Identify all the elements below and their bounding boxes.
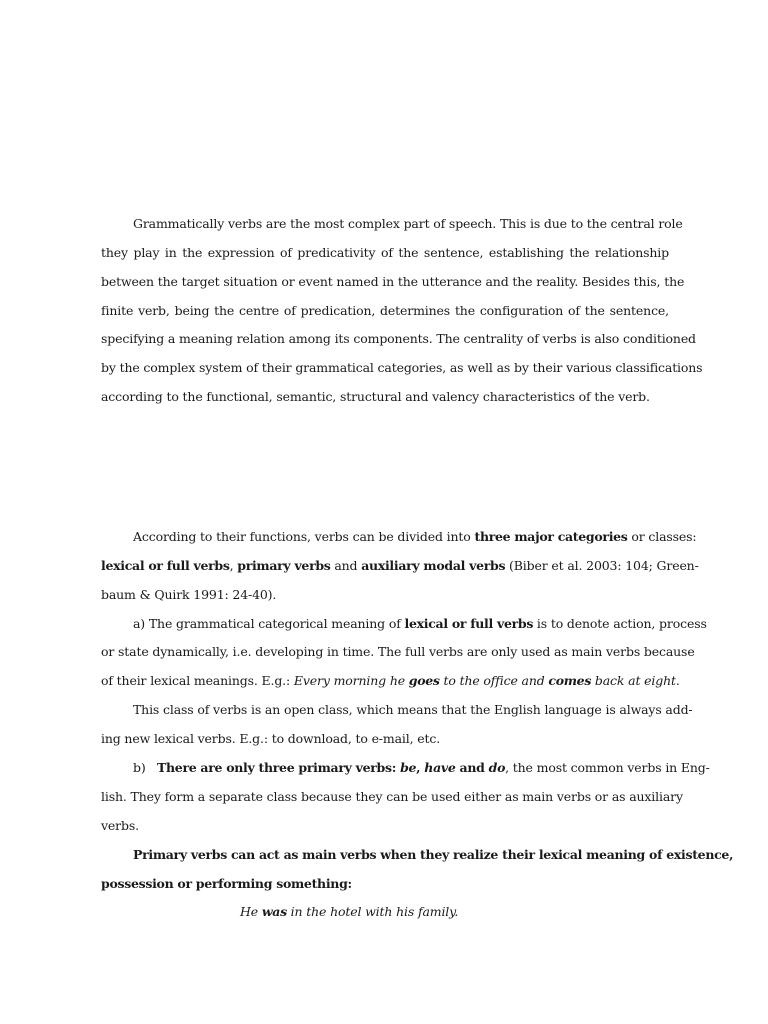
bold-term: and [455,760,489,775]
bold-italic-verb [262,904,287,919]
bold-term: , [416,760,425,775]
point-a-line-3 [101,671,680,691]
text-span: (Biber et al. 2003: 104; Green- [505,558,699,573]
text-span: of their lexical meanings. E.g.: [101,673,294,688]
bold-verb: comes [548,673,592,688]
italic-text: back at eight. [591,673,680,688]
paragraph-1-line-6: by the complex system of their grammatical categories, as well as by their various classifications [101,360,703,375]
text-span: a) The grammatical categorical meaning of [133,616,405,631]
italic-verb: do [488,760,506,775]
point-b-line-1 [157,758,710,778]
point-a-line-1 [133,614,707,634]
paragraph-1-line-4: finite verb, being the centre of predication, determines the configuration of the sentence, [101,303,669,318]
paragraph-1-line-3: between the target situation or event named in the utterance and the reality. Besides this, the [101,274,685,289]
bold-term: lexical or full verbs [101,558,230,573]
bold-italic-verb [424,760,455,775]
paragraph-2-line-3: baum & Quirk 1991: 24-40). [101,587,277,602]
bold-italic-verb [489,760,505,775]
text-span: , [229,558,238,573]
italic-text: in the hotel with his family. [286,904,459,919]
bold-term: lexical or full verbs [404,616,534,631]
point-b-line-2: lish. They form a separate class because they can be used either as main verbs or as auxiliary [101,789,683,804]
text-span: or classes: [627,529,697,544]
paragraph-2-line-1 [133,527,697,547]
italic-text: to the office and [439,673,549,688]
paragraph-1-line-2: they play in the expression of predicativity of the sentence, establishing the relationship [101,245,669,260]
primary-verbs-line-2 [101,874,669,894]
paragraph-1-line-1: Grammatically verbs are the most complex part of speech. This is due to the central role [133,216,683,231]
point-a-line-2: or state dynamically, i.e. developing in time. The full verbs are only used as main verbs because [101,644,695,659]
point-b-line-3: verbs. [101,818,139,833]
example-sentence [294,673,680,688]
paragraph-1-line-7: according to the functional, semantic, structural and valency characteristics of the verb. [101,389,650,404]
paragraph-2-line-2 [101,556,699,576]
example-sentence [240,902,458,922]
text-span: is to denote action, process [533,616,707,631]
bold-verb: goes [408,673,440,688]
italic-verb: be [400,760,417,775]
italic-text: He [240,904,262,919]
open-class-line-1: This class of verbs is an open class, which means that the English language is always add- [133,702,693,717]
open-class-line-2: ing new lexical verbs. E.g.: to download, to e-mail, etc. [101,731,441,746]
primary-verbs-line-1 [133,845,734,865]
bold-text: Primary verbs can act as main verbs when they realize their lexical meaning of existence, [133,847,734,862]
bold-text: possession or performing something: [101,876,352,891]
paragraph-1-line-5: specifying a meaning relation among its components. The centrality of verbs is also conditioned [101,331,696,346]
bold-term: auxiliary modal verbs [361,558,506,573]
text-span: , the most common verbs in Eng- [505,760,710,775]
bold-term: three major categories [474,529,628,544]
italic-verb: have [424,760,456,775]
text-span: According to their functions, verbs can be divided into [133,529,475,544]
bold-term: There are only three primary verbs: [157,760,401,775]
italic-text: Every morning he [293,673,409,688]
point-b-label: b) [133,760,146,775]
text-span: and [330,558,362,573]
bold-italic-verb [400,760,416,775]
bold-term: primary verbs [237,558,331,573]
italic-verb: was [261,904,287,919]
